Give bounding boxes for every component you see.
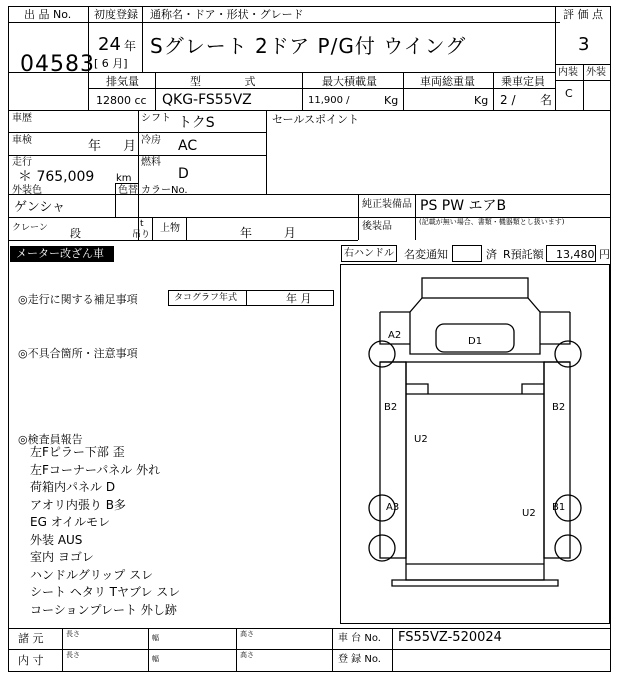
color-code-label: カラーNo. bbox=[141, 185, 188, 196]
inspection-value: 年 月 bbox=[88, 139, 137, 154]
meter-tamper-tag: メーター改ざん車 bbox=[10, 246, 114, 262]
inspector-report-line: 外装 AUS bbox=[30, 532, 83, 547]
capacity-unit: 名 bbox=[540, 93, 553, 107]
inspector-report-line: ハンドルグリップ スレ bbox=[30, 567, 154, 582]
recycle-prefix: 済 bbox=[486, 248, 497, 261]
displacement: 12800 cc bbox=[96, 94, 147, 107]
travel-notes-label: ◎走行に関する補足事項 bbox=[18, 293, 138, 306]
loading-label: 上物 bbox=[160, 223, 180, 234]
recycle-amount: 13,480 bbox=[556, 248, 595, 261]
sales-point-label: セールスポイント bbox=[272, 113, 360, 126]
steering-value: 右ハンドル bbox=[344, 248, 394, 259]
max-load: 11,900 / bbox=[308, 95, 350, 106]
registration-label: 登 録 No. bbox=[338, 654, 381, 665]
inspector-report-line: 荷箱内パネル D bbox=[30, 480, 116, 494]
truck-damage-diagram bbox=[340, 264, 610, 624]
inspector-report-line: コーションプレート 外し跡 bbox=[30, 602, 177, 617]
crane-label: クレーン bbox=[12, 223, 48, 233]
gross-weight-unit: Kg bbox=[474, 94, 489, 107]
recycle-label: R預託額 bbox=[503, 248, 544, 261]
first-reg-label: 初度登録 bbox=[94, 8, 138, 21]
model: QKG-FS55VZ bbox=[162, 92, 252, 108]
tacho-value: 年 月 bbox=[286, 292, 312, 305]
chassis-label: 車 台 No. bbox=[338, 633, 381, 644]
inspector-report-line: 室内 ヨゴレ bbox=[30, 550, 94, 564]
damage-mark-b2-left: B2 bbox=[384, 402, 398, 413]
inspection-label: 車検 bbox=[12, 135, 32, 146]
aftermarket-note: (記載が無い場合、書類・機器類とし扱います) bbox=[419, 218, 565, 226]
inspector-report-line: 左Fコーナーパネル 外れ bbox=[30, 462, 161, 477]
displacement-label: 排気量 bbox=[106, 75, 139, 88]
int-height-label: 高さ bbox=[240, 651, 254, 659]
ac-value: AC bbox=[178, 138, 198, 154]
int-width-label: 幅 bbox=[152, 655, 159, 663]
damage-mark-u2-rear: U2 bbox=[522, 508, 536, 519]
name-change-label: 名変通知 bbox=[404, 248, 448, 261]
lot-label: 出 品 No. bbox=[24, 8, 72, 21]
mileage-value: ＊ 765,009 bbox=[18, 169, 95, 185]
damage-mark-a3: A3 bbox=[386, 502, 400, 513]
damage-mark-b2-right: B2 bbox=[552, 402, 566, 413]
fuel-value: D bbox=[178, 166, 189, 182]
exterior-grade-label: 外装 bbox=[586, 67, 606, 78]
interior-dims-label: 内 寸 bbox=[18, 654, 44, 667]
chassis-number: FS55VZ-520024 bbox=[398, 630, 502, 645]
equipment-value: PS PW エアB bbox=[420, 198, 507, 214]
damage-mark-d1: D1 bbox=[468, 336, 483, 347]
int-length-label: 長さ bbox=[66, 651, 80, 659]
model-label: 型 式 bbox=[190, 75, 276, 88]
dims-length-label: 長さ bbox=[66, 630, 80, 638]
max-load-label: 最大積載量 bbox=[322, 75, 377, 88]
color-change-label: 色替 bbox=[118, 185, 138, 196]
name-label: 通称名・ドア・形状・グレード bbox=[150, 8, 304, 21]
color-value: ゲンシャ bbox=[14, 200, 66, 215]
color-label: 外装色 bbox=[12, 185, 42, 196]
damage-mark-a2: A2 bbox=[388, 330, 402, 341]
reg-year: 24 bbox=[98, 34, 121, 55]
history-label: 車歴 bbox=[12, 113, 32, 124]
interior-grade: C bbox=[565, 87, 573, 100]
inspector-report-line: アオリ内張り B多 bbox=[30, 497, 126, 512]
crane-t: t bbox=[140, 219, 144, 229]
inspector-report-line: 左Fピラー下部 歪 bbox=[30, 445, 125, 459]
interior-grade-label: 内装 bbox=[558, 67, 578, 78]
aftermarket-label: 後装品 bbox=[362, 221, 392, 232]
ac-label: 冷房 bbox=[141, 135, 161, 146]
damage-mark-u2-front: U2 bbox=[414, 434, 428, 445]
inspector-label: ◎検査員報告 bbox=[18, 433, 83, 446]
capacity: 2 / bbox=[500, 93, 516, 107]
dims-width-label: 幅 bbox=[152, 634, 159, 642]
capacity-label: 乗車定員 bbox=[501, 75, 545, 88]
score-label: 評 価 点 bbox=[563, 8, 603, 21]
dims-label: 諸 元 bbox=[18, 632, 44, 645]
crane-tsuri: 吊り bbox=[132, 230, 151, 240]
max-load-unit: Kg bbox=[384, 94, 399, 107]
shift-label: シフト bbox=[141, 113, 171, 124]
dims-height-label: 高さ bbox=[240, 630, 254, 638]
defects-label: ◎不具合箇所・注意事項 bbox=[18, 347, 138, 360]
fuel-label: 燃料 bbox=[141, 157, 161, 168]
mileage-label: 走行 bbox=[12, 157, 32, 168]
score-value: 3 bbox=[578, 34, 590, 55]
crane-dan: 段 bbox=[70, 227, 81, 240]
recycle-unit: 円 bbox=[599, 248, 610, 261]
vehicle-title: Sグレート 2ドア P/G付 ウイング bbox=[150, 34, 467, 58]
inspector-report-line: EG オイルモレ bbox=[30, 515, 111, 529]
loading-value: 年 月 bbox=[240, 226, 296, 240]
shift-value: トクS bbox=[178, 115, 215, 131]
damage-mark-b1: B1 bbox=[552, 502, 566, 513]
reg-month: [ 6 月] bbox=[94, 57, 128, 70]
tacho-label: タコグラフ年式 bbox=[174, 293, 238, 303]
reg-year-unit: 年 bbox=[124, 39, 137, 53]
gross-weight-label: 車両総重量 bbox=[420, 75, 475, 88]
mileage-unit: km bbox=[116, 173, 132, 184]
name-change-box bbox=[452, 245, 482, 262]
equipment-label: 純正装備品 bbox=[362, 199, 412, 210]
lot-number: 04583 bbox=[20, 52, 95, 77]
inspector-report-line: シート ヘタリ Tヤブレ スレ bbox=[30, 585, 181, 599]
